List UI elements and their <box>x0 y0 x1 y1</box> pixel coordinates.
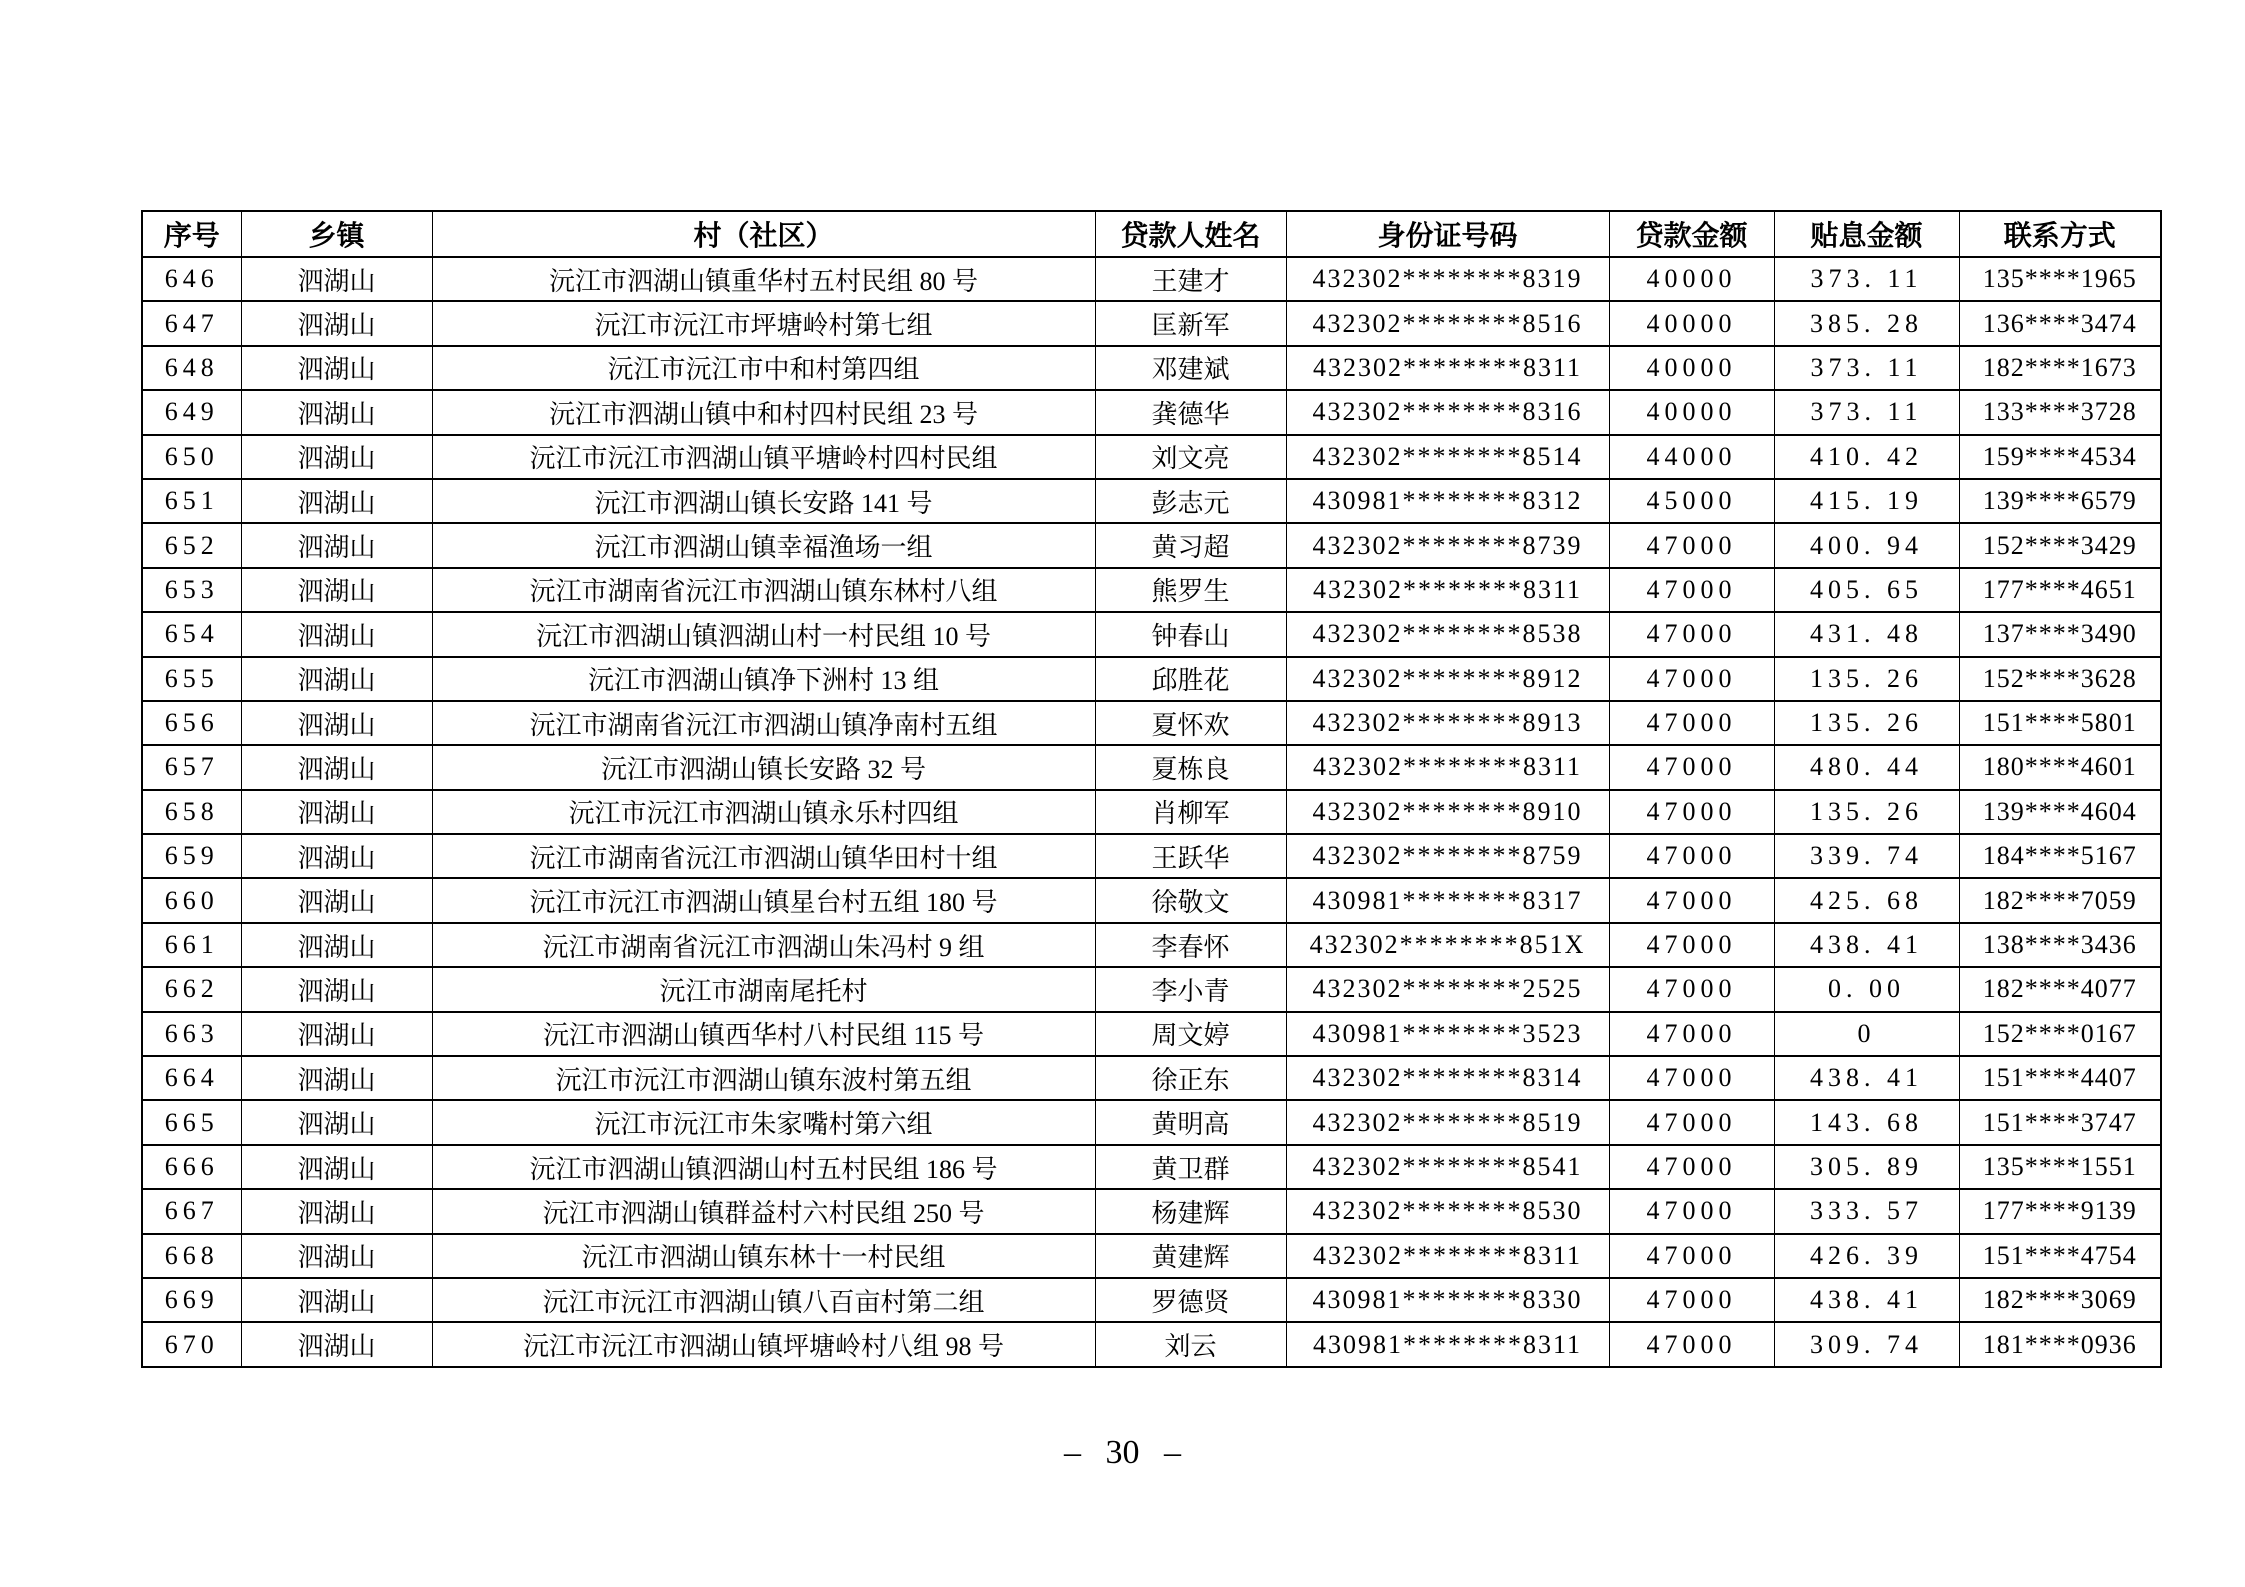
cell-phone: 184****5167 <box>1959 834 2161 878</box>
cell-town: 泗湖山 <box>241 523 432 567</box>
cell-village: 沅江市泗湖山镇重华村五村民组 80 号 <box>432 257 1095 301</box>
cell-village: 沅江市湖南省沅江市泗湖山镇净南村五组 <box>432 701 1095 745</box>
cell-town: 泗湖山 <box>241 568 432 612</box>
cell-loan-amount: 47000 <box>1609 523 1774 567</box>
header-cell-subsidy: 贴息金额 <box>1774 211 1959 257</box>
cell-subsidy-amount: 373. 11 <box>1774 390 1959 434</box>
cell-village: 沅江市沅江市坪塘岭村第七组 <box>432 301 1095 345</box>
table-row <box>142 390 2161 434</box>
cell-name: 夏怀欢 <box>1095 701 1286 745</box>
cell-town: 泗湖山 <box>241 745 432 789</box>
cell-name: 李小青 <box>1095 967 1286 1011</box>
cell-subsidy-amount: 426. 39 <box>1774 1234 1959 1278</box>
cell-name: 杨建辉 <box>1095 1189 1286 1233</box>
cell-seq: 657 <box>142 745 241 789</box>
cell-seq: 658 <box>142 790 241 834</box>
cell-name: 刘文亮 <box>1095 435 1286 479</box>
cell-name: 邱胜花 <box>1095 657 1286 701</box>
cell-subsidy-amount: 405. 65 <box>1774 568 1959 612</box>
cell-loan-amount: 44000 <box>1609 435 1774 479</box>
cell-name: 王跃华 <box>1095 834 1286 878</box>
cell-phone: 181****0936 <box>1959 1322 2161 1366</box>
cell-seq: 654 <box>142 612 241 656</box>
cell-subsidy-amount: 438. 41 <box>1774 1278 1959 1322</box>
cell-village: 沅江市沅江市泗湖山镇坪塘岭村八组 98 号 <box>432 1322 1095 1366</box>
cell-subsidy-amount: 438. 41 <box>1774 1056 1959 1100</box>
cell-loan-amount: 47000 <box>1609 568 1774 612</box>
cell-loan-amount: 40000 <box>1609 257 1774 301</box>
cell-seq: 647 <box>142 301 241 345</box>
cell-loan-amount: 47000 <box>1609 923 1774 967</box>
cell-town: 泗湖山 <box>241 390 432 434</box>
cell-id-number: 432302********8311 <box>1286 1234 1609 1278</box>
cell-village: 沅江市沅江市泗湖山镇东波村第五组 <box>432 1056 1095 1100</box>
cell-town: 泗湖山 <box>241 967 432 1011</box>
cell-town: 泗湖山 <box>241 878 432 922</box>
table-row <box>142 1234 2161 1278</box>
cell-id-number: 432302********8913 <box>1286 701 1609 745</box>
loan-table-body <box>142 257 2161 1367</box>
cell-seq: 669 <box>142 1278 241 1322</box>
cell-subsidy-amount: 0 <box>1774 1012 1959 1056</box>
cell-loan-amount: 47000 <box>1609 1056 1774 1100</box>
cell-subsidy-amount: 0. 00 <box>1774 967 1959 1011</box>
cell-name: 夏栋良 <box>1095 745 1286 789</box>
cell-loan-amount: 47000 <box>1609 878 1774 922</box>
cell-loan-amount: 47000 <box>1609 1189 1774 1233</box>
cell-village: 沅江市泗湖山镇长安路 141 号 <box>432 479 1095 523</box>
cell-seq: 661 <box>142 923 241 967</box>
table-row <box>142 834 2161 878</box>
cell-seq: 651 <box>142 479 241 523</box>
table-row <box>142 1012 2161 1056</box>
table-row <box>142 923 2161 967</box>
table-row <box>142 745 2161 789</box>
cell-subsidy-amount: 438. 41 <box>1774 923 1959 967</box>
header-cell-village: 村（社区） <box>432 211 1095 257</box>
cell-name: 肖柳军 <box>1095 790 1286 834</box>
cell-subsidy-amount: 415. 19 <box>1774 479 1959 523</box>
cell-town: 泗湖山 <box>241 657 432 701</box>
cell-seq: 664 <box>142 1056 241 1100</box>
cell-id-number: 432302********8912 <box>1286 657 1609 701</box>
cell-subsidy-amount: 135. 26 <box>1774 657 1959 701</box>
cell-phone: 177****4651 <box>1959 568 2161 612</box>
header-cell-seq: 序号 <box>142 211 241 257</box>
cell-name: 刘云 <box>1095 1322 1286 1366</box>
cell-id-number: 432302********851X <box>1286 923 1609 967</box>
cell-seq: 668 <box>142 1234 241 1278</box>
cell-town: 泗湖山 <box>241 612 432 656</box>
cell-phone: 138****3436 <box>1959 923 2161 967</box>
cell-phone: 152****0167 <box>1959 1012 2161 1056</box>
cell-village: 沅江市泗湖山镇中和村四村民组 23 号 <box>432 390 1095 434</box>
cell-name: 黄建辉 <box>1095 1234 1286 1278</box>
header-cell-id: 身份证号码 <box>1286 211 1609 257</box>
cell-seq: 662 <box>142 967 241 1011</box>
cell-village: 沅江市湖南省沅江市泗湖山朱冯村 9 组 <box>432 923 1095 967</box>
cell-town: 泗湖山 <box>241 1056 432 1100</box>
cell-id-number: 432302********8530 <box>1286 1189 1609 1233</box>
cell-village: 沅江市泗湖山镇长安路 32 号 <box>432 745 1095 789</box>
cell-town: 泗湖山 <box>241 1278 432 1322</box>
cell-seq: 670 <box>142 1322 241 1366</box>
cell-subsidy-amount: 410. 42 <box>1774 435 1959 479</box>
cell-town: 泗湖山 <box>241 479 432 523</box>
loan-table <box>141 210 2162 1368</box>
cell-phone: 133****3728 <box>1959 390 2161 434</box>
cell-name: 熊罗生 <box>1095 568 1286 612</box>
cell-name: 徐正东 <box>1095 1056 1286 1100</box>
cell-loan-amount: 47000 <box>1609 657 1774 701</box>
cell-seq: 652 <box>142 523 241 567</box>
cell-name: 罗德贤 <box>1095 1278 1286 1322</box>
cell-seq: 649 <box>142 390 241 434</box>
cell-village: 沅江市沅江市泗湖山镇星台村五组 180 号 <box>432 878 1095 922</box>
cell-id-number: 432302********8514 <box>1286 435 1609 479</box>
cell-id-number: 432302********8311 <box>1286 745 1609 789</box>
cell-subsidy-amount: 480. 44 <box>1774 745 1959 789</box>
cell-seq: 667 <box>142 1189 241 1233</box>
cell-seq: 660 <box>142 878 241 922</box>
cell-town: 泗湖山 <box>241 1012 432 1056</box>
cell-phone: 136****3474 <box>1959 301 2161 345</box>
cell-loan-amount: 47000 <box>1609 834 1774 878</box>
cell-id-number: 432302********2525 <box>1286 967 1609 1011</box>
header-cell-name: 贷款人姓名 <box>1095 211 1286 257</box>
cell-town: 泗湖山 <box>241 701 432 745</box>
cell-name: 黄明高 <box>1095 1100 1286 1144</box>
table-row <box>142 1322 2161 1366</box>
table-row <box>142 257 2161 301</box>
cell-village: 沅江市沅江市朱家嘴村第六组 <box>432 1100 1095 1144</box>
cell-seq: 650 <box>142 435 241 479</box>
cell-id-number: 432302********8519 <box>1286 1100 1609 1144</box>
cell-loan-amount: 47000 <box>1609 745 1774 789</box>
cell-loan-amount: 47000 <box>1609 1145 1774 1189</box>
cell-town: 泗湖山 <box>241 435 432 479</box>
cell-village: 沅江市泗湖山镇净下洲村 13 组 <box>432 657 1095 701</box>
cell-id-number: 432302********8538 <box>1286 612 1609 656</box>
cell-seq: 663 <box>142 1012 241 1056</box>
cell-subsidy-amount: 333. 57 <box>1774 1189 1959 1233</box>
cell-name: 黄习超 <box>1095 523 1286 567</box>
cell-name: 黄卫群 <box>1095 1145 1286 1189</box>
table-row <box>142 301 2161 345</box>
cell-phone: 139****4604 <box>1959 790 2161 834</box>
table-row <box>142 967 2161 1011</box>
table-row <box>142 612 2161 656</box>
cell-name: 钟春山 <box>1095 612 1286 656</box>
cell-loan-amount: 47000 <box>1609 790 1774 834</box>
cell-name: 龚德华 <box>1095 390 1286 434</box>
cell-loan-amount: 47000 <box>1609 1100 1774 1144</box>
cell-loan-amount: 47000 <box>1609 1012 1774 1056</box>
cell-id-number: 432302********8319 <box>1286 257 1609 301</box>
cell-subsidy-amount: 431. 48 <box>1774 612 1959 656</box>
header-cell-town: 乡镇 <box>241 211 432 257</box>
cell-id-number: 432302********8311 <box>1286 346 1609 390</box>
header-cell-phone: 联系方式 <box>1959 211 2161 257</box>
cell-subsidy-amount: 143. 68 <box>1774 1100 1959 1144</box>
cell-loan-amount: 47000 <box>1609 1278 1774 1322</box>
cell-id-number: 432302********8314 <box>1286 1056 1609 1100</box>
cell-town: 泗湖山 <box>241 257 432 301</box>
cell-loan-amount: 40000 <box>1609 390 1774 434</box>
cell-loan-amount: 47000 <box>1609 1234 1774 1278</box>
cell-name: 徐敬文 <box>1095 878 1286 922</box>
cell-village: 沅江市湖南省沅江市泗湖山镇东林村八组 <box>432 568 1095 612</box>
cell-town: 泗湖山 <box>241 1145 432 1189</box>
cell-phone: 182****1673 <box>1959 346 2161 390</box>
table-row <box>142 1189 2161 1233</box>
cell-subsidy-amount: 373. 11 <box>1774 257 1959 301</box>
cell-id-number: 432302********8311 <box>1286 568 1609 612</box>
cell-id-number: 432302********8516 <box>1286 301 1609 345</box>
cell-id-number: 430981********8311 <box>1286 1322 1609 1366</box>
cell-phone: 135****1965 <box>1959 257 2161 301</box>
cell-id-number: 430981********3523 <box>1286 1012 1609 1056</box>
cell-phone: 151****4407 <box>1959 1056 2161 1100</box>
cell-seq: 659 <box>142 834 241 878</box>
cell-subsidy-amount: 385. 28 <box>1774 301 1959 345</box>
cell-seq: 653 <box>142 568 241 612</box>
cell-name: 李春怀 <box>1095 923 1286 967</box>
table-row <box>142 479 2161 523</box>
table-row <box>142 568 2161 612</box>
cell-village: 沅江市泗湖山镇泗湖山村一村民组 10 号 <box>432 612 1095 656</box>
cell-village: 沅江市沅江市泗湖山镇平塘岭村四村民组 <box>432 435 1095 479</box>
cell-name: 周文婷 <box>1095 1012 1286 1056</box>
cell-village: 沅江市湖南尾托村 <box>432 967 1095 1011</box>
header-cell-loan: 贷款金额 <box>1609 211 1774 257</box>
cell-loan-amount: 47000 <box>1609 967 1774 1011</box>
cell-name: 彭志元 <box>1095 479 1286 523</box>
table-row <box>142 657 2161 701</box>
cell-loan-amount: 40000 <box>1609 301 1774 345</box>
table-row <box>142 1145 2161 1189</box>
cell-seq: 666 <box>142 1145 241 1189</box>
cell-subsidy-amount: 135. 26 <box>1774 790 1959 834</box>
cell-village: 沅江市泗湖山镇幸福渔场一组 <box>432 523 1095 567</box>
cell-town: 泗湖山 <box>241 346 432 390</box>
cell-seq: 648 <box>142 346 241 390</box>
cell-village: 沅江市湖南省沅江市泗湖山镇华田村十组 <box>432 834 1095 878</box>
cell-subsidy-amount: 135. 26 <box>1774 701 1959 745</box>
cell-loan-amount: 40000 <box>1609 346 1774 390</box>
cell-id-number: 430981********8312 <box>1286 479 1609 523</box>
cell-village: 沅江市泗湖山镇泗湖山村五村民组 186 号 <box>432 1145 1095 1189</box>
cell-village: 沅江市泗湖山镇东林十一村民组 <box>432 1234 1095 1278</box>
table-row <box>142 346 2161 390</box>
cell-town: 泗湖山 <box>241 1234 432 1278</box>
cell-phone: 182****3069 <box>1959 1278 2161 1322</box>
cell-seq: 665 <box>142 1100 241 1144</box>
table-row <box>142 878 2161 922</box>
cell-phone: 151****4754 <box>1959 1234 2161 1278</box>
cell-subsidy-amount: 305. 89 <box>1774 1145 1959 1189</box>
cell-phone: 135****1551 <box>1959 1145 2161 1189</box>
cell-loan-amount: 47000 <box>1609 1322 1774 1366</box>
cell-name: 王建才 <box>1095 257 1286 301</box>
table-row <box>142 701 2161 745</box>
cell-phone: 137****3490 <box>1959 612 2161 656</box>
cell-id-number: 432302********8316 <box>1286 390 1609 434</box>
cell-town: 泗湖山 <box>241 923 432 967</box>
cell-id-number: 432302********8759 <box>1286 834 1609 878</box>
cell-village: 沅江市泗湖山镇西华村八村民组 115 号 <box>432 1012 1095 1056</box>
cell-village: 沅江市泗湖山镇群益村六村民组 250 号 <box>432 1189 1095 1233</box>
cell-subsidy-amount: 373. 11 <box>1774 346 1959 390</box>
cell-phone: 151****5801 <box>1959 701 2161 745</box>
cell-phone: 152****3628 <box>1959 657 2161 701</box>
cell-phone: 152****3429 <box>1959 523 2161 567</box>
table-row <box>142 1100 2161 1144</box>
cell-town: 泗湖山 <box>241 1100 432 1144</box>
cell-seq: 646 <box>142 257 241 301</box>
table-row <box>142 523 2161 567</box>
cell-loan-amount: 45000 <box>1609 479 1774 523</box>
cell-town: 泗湖山 <box>241 1189 432 1233</box>
cell-phone: 139****6579 <box>1959 479 2161 523</box>
cell-village: 沅江市沅江市中和村第四组 <box>432 346 1095 390</box>
table-header-row <box>142 211 2161 257</box>
cell-loan-amount: 47000 <box>1609 612 1774 656</box>
cell-town: 泗湖山 <box>241 790 432 834</box>
cell-phone: 182****7059 <box>1959 878 2161 922</box>
cell-subsidy-amount: 339. 74 <box>1774 834 1959 878</box>
cell-id-number: 430981********8317 <box>1286 878 1609 922</box>
page-number: – 30 – <box>1064 1434 1181 1471</box>
cell-name: 匡新军 <box>1095 301 1286 345</box>
cell-town: 泗湖山 <box>241 301 432 345</box>
cell-town: 泗湖山 <box>241 1322 432 1366</box>
cell-town: 泗湖山 <box>241 834 432 878</box>
cell-subsidy-amount: 400. 94 <box>1774 523 1959 567</box>
cell-seq: 655 <box>142 657 241 701</box>
cell-loan-amount: 47000 <box>1609 701 1774 745</box>
table-row <box>142 1278 2161 1322</box>
cell-id-number: 432302********8910 <box>1286 790 1609 834</box>
cell-subsidy-amount: 425. 68 <box>1774 878 1959 922</box>
cell-subsidy-amount: 309. 74 <box>1774 1322 1959 1366</box>
cell-village: 沅江市沅江市泗湖山镇永乐村四组 <box>432 790 1095 834</box>
cell-phone: 180****4601 <box>1959 745 2161 789</box>
cell-id-number: 432302********8739 <box>1286 523 1609 567</box>
cell-name: 邓建斌 <box>1095 346 1286 390</box>
cell-village: 沅江市沅江市泗湖山镇八百亩村第二组 <box>432 1278 1095 1322</box>
cell-phone: 182****4077 <box>1959 967 2161 1011</box>
table-row <box>142 790 2161 834</box>
table-row <box>142 1056 2161 1100</box>
table-row <box>142 435 2161 479</box>
cell-phone: 177****9139 <box>1959 1189 2161 1233</box>
cell-seq: 656 <box>142 701 241 745</box>
cell-phone: 151****3747 <box>1959 1100 2161 1144</box>
cell-id-number: 430981********8330 <box>1286 1278 1609 1322</box>
cell-id-number: 432302********8541 <box>1286 1145 1609 1189</box>
cell-phone: 159****4534 <box>1959 435 2161 479</box>
